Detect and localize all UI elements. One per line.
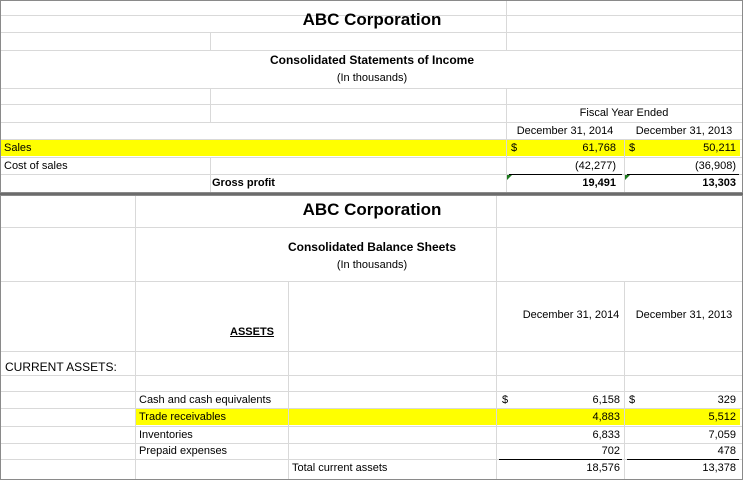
row-label-cost-of-sales[interactable]: Cost of sales — [4, 160, 68, 172]
income-units-note: (In thousands) — [336, 72, 408, 84]
grid-line — [496, 195, 497, 480]
value-sales-2014[interactable]: 61,768 — [582, 142, 616, 154]
grid-line — [0, 281, 743, 282]
grid-line — [624, 139, 625, 193]
value-cost-of-sales-2014[interactable]: (42,277) — [575, 160, 616, 172]
value-trade-receivables-2014[interactable]: 4,883 — [592, 411, 620, 423]
currency-symbol: $ — [511, 142, 518, 154]
grid-line — [0, 375, 743, 376]
value-sales-2013[interactable]: 50,211 — [703, 142, 736, 154]
value-trade-receivables-2013[interactable]: 5,512 — [708, 411, 736, 423]
row-label-total-current-assets[interactable]: Total current assets — [292, 462, 388, 474]
income-statement-title: Consolidated Statements of Income — [269, 53, 475, 67]
grid-line — [135, 195, 136, 480]
grid-line — [0, 88, 743, 89]
grid-line — [0, 227, 743, 228]
currency-symbol: $ — [629, 142, 636, 154]
row-label-gross-profit[interactable]: Gross profit — [212, 177, 275, 189]
balance-company-title: ABC Corporation — [302, 200, 442, 219]
value-prepaid-expenses-2014[interactable]: 702 — [601, 445, 620, 457]
value-gross-profit-2013[interactable]: 13,303 — [702, 177, 736, 189]
value-prepaid-expenses-2013[interactable]: 478 — [717, 445, 736, 457]
balance-units-note: (In thousands) — [336, 259, 408, 271]
grid-line — [288, 281, 289, 480]
grid-line — [210, 32, 211, 50]
balance-sheet-title: Consolidated Balance Sheets — [287, 240, 457, 254]
row-label-trade-receivables[interactable]: Trade receivables — [139, 411, 227, 423]
value-inventories-2013[interactable]: 7,059 — [708, 429, 736, 441]
grid-line — [0, 50, 743, 51]
row-label-inventories[interactable]: Inventories — [139, 429, 193, 441]
balance-sheet-sheet — [0, 195, 743, 480]
current-assets-heading: CURRENT ASSETS: — [5, 360, 117, 374]
value-total-current-assets-2014[interactable]: 18,576 — [586, 462, 620, 474]
value-cost-of-sales-2013[interactable]: (36,908) — [695, 160, 736, 172]
value-total-current-assets-2013[interactable]: 13,378 — [702, 462, 736, 474]
row-label-prepaid-expenses[interactable]: Prepaid expenses — [139, 445, 228, 457]
income-company-title: ABC Corporation — [302, 10, 442, 29]
assets-heading: ASSETS — [230, 326, 275, 338]
period-header: Fiscal Year Ended — [579, 107, 669, 119]
value-gross-profit-2014[interactable]: 19,491 — [582, 177, 616, 189]
row-label-sales[interactable]: Sales — [4, 142, 32, 154]
grid-line — [210, 88, 211, 122]
grid-line — [210, 157, 211, 193]
value-inventories-2014[interactable]: 6,833 — [592, 429, 620, 441]
value-cash-2013[interactable]: 329 — [717, 394, 736, 406]
grid-line — [0, 32, 743, 33]
row-label-cash[interactable]: Cash and cash equivalents — [139, 394, 272, 406]
income-statement-sheet — [0, 0, 743, 193]
value-cash-2014[interactable]: 6,158 — [592, 394, 620, 406]
balance-column-header-2013: December 31, 2013 — [635, 309, 733, 321]
balance-column-header-2014: December 31, 2014 — [522, 309, 620, 321]
column-header-2014: December 31, 2014 — [516, 125, 614, 137]
currency-symbol: $ — [502, 394, 509, 406]
column-header-2013: December 31, 2013 — [635, 125, 733, 137]
grid-line — [0, 351, 743, 352]
currency-symbol: $ — [629, 394, 636, 406]
